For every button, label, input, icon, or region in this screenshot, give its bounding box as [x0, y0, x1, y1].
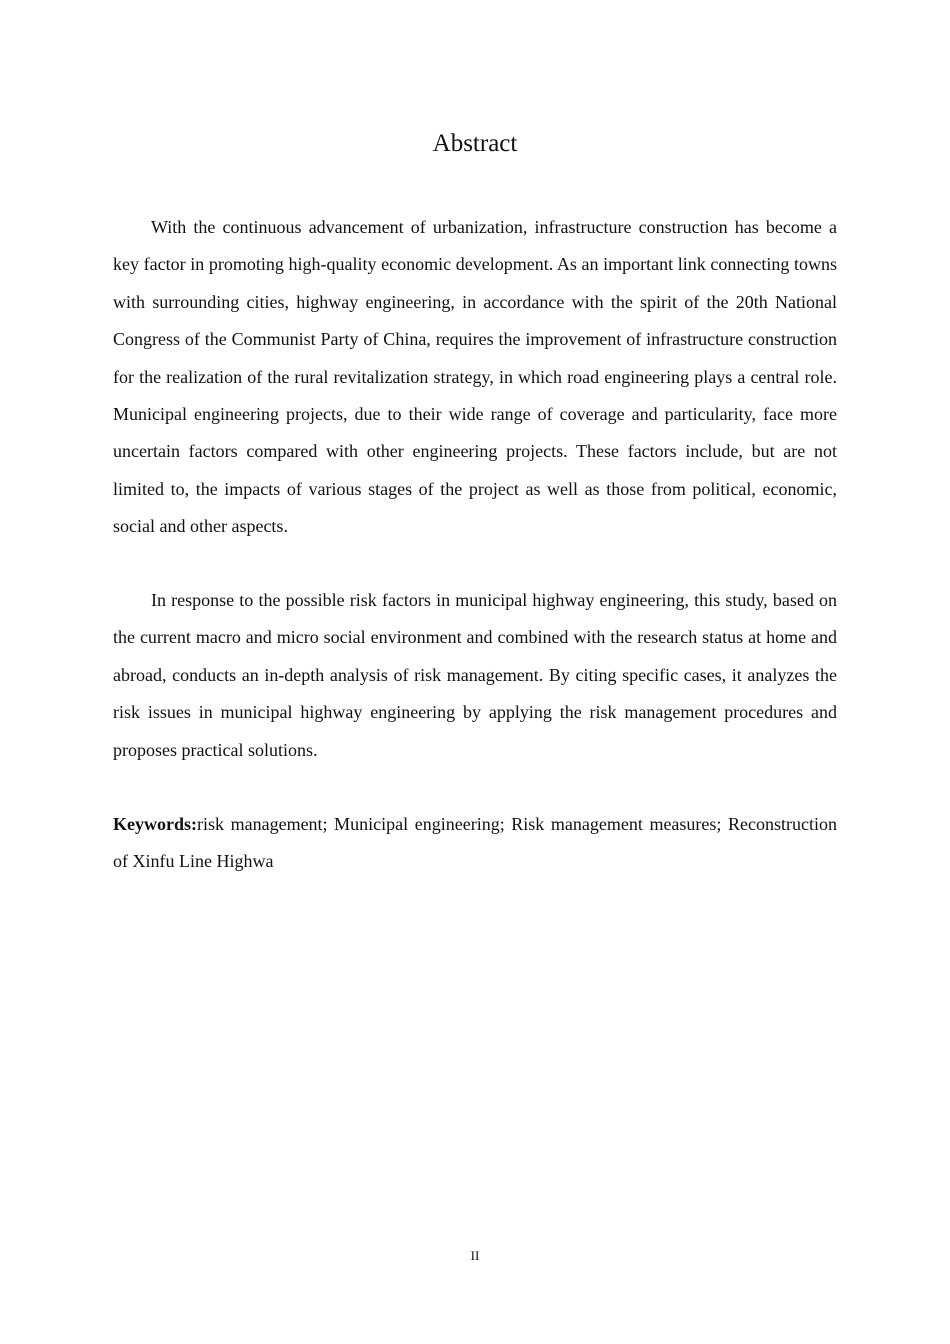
keywords-text: risk management; Municipal engineering; Risk management measures; Reconstruction of Xinfu Line Highwa [113, 814, 837, 872]
abstract-paragraph-1: With the continuous advancement of urbanization, infrastructure construction has become a key factor in promoting high-quality economic development. As an important link connecting towns with surrounding cities, highway engineering, in accordance with the spirit of the 20th National Congress of the Communist Party of China, requires the improvement of infrastructure construction for the realization of the rural revitalization strategy, in which road engineering plays a central role. Municipal engineering projects, due to their wide range of coverage and particularity, face more uncertain factors compared with other engineering projects. These factors include, but are not limited to, the impacts of various stages of the project as well as those from political, economic, social and other aspects. [113, 217, 837, 537]
keywords-label: Keywords: [113, 814, 197, 834]
abstract-title: Abstract [432, 130, 518, 157]
abstract-paragraph-2: In response to the possible risk factors in municipal highway engineering, this study, based on the current macro and micro social environment and combined with the research status at home and abroad, conducts an in-depth analysis of risk management. By citing specific cases, it analyzes the risk issues in municipal highway engineering by applying the risk management procedures and proposes practical solutions. [113, 590, 837, 760]
keywords-line [113, 806, 837, 881]
page-number: II [470, 1248, 480, 1263]
